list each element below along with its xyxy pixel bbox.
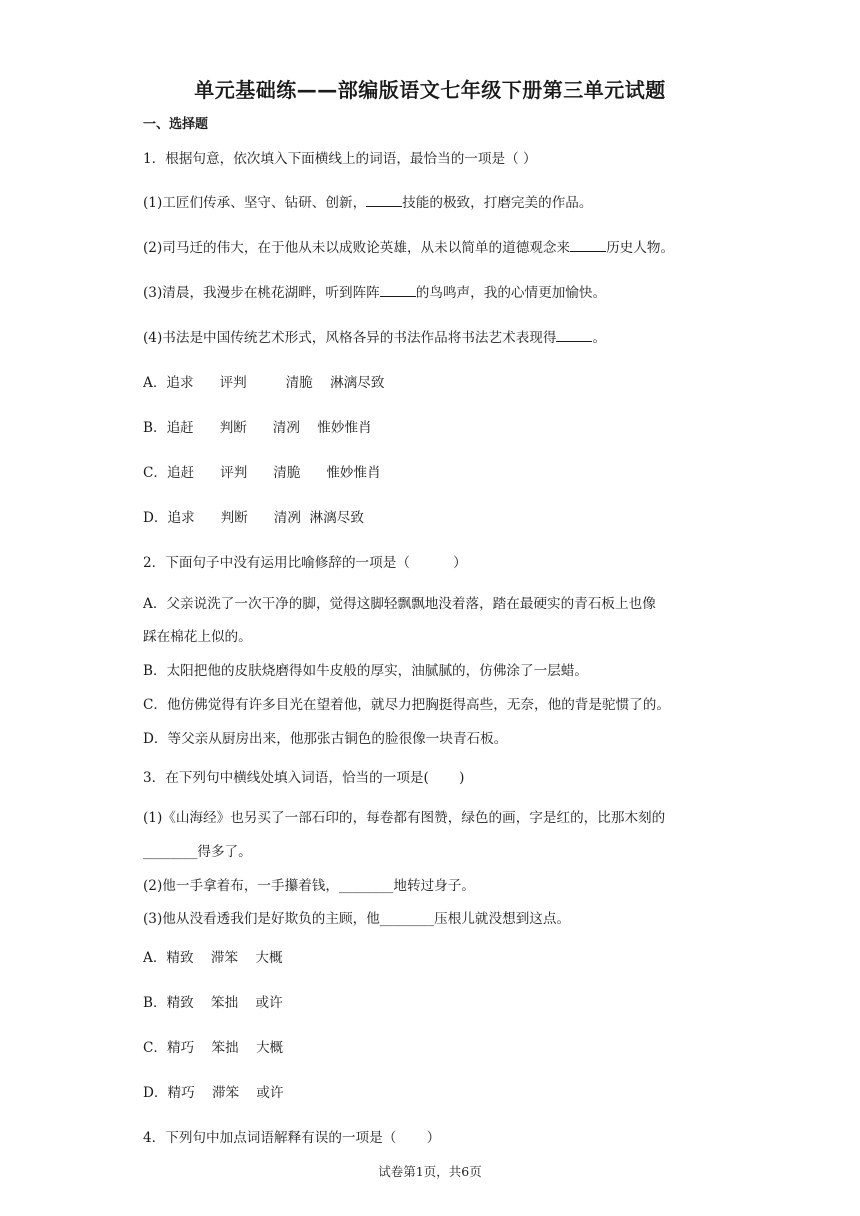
q1-option-d: D．追求 判断 清冽 淋漓尽致 xyxy=(143,510,364,526)
q2-stem: 2．下面句子中没有运用比喻修辞的一项是（ ） xyxy=(143,555,467,571)
q3-sentence-3: (3)他从没看透我们是好欺负的主顾，他________压根儿就没想到这点。 xyxy=(143,911,571,927)
q1-s1-text-b: 技能的极致，打磨完美的作品。 xyxy=(402,195,593,211)
fill-blank xyxy=(570,237,606,252)
section-heading: 一、选择题 xyxy=(143,117,209,132)
q4-stem: 4．下列句中加点词语解释有误的一项是（ ） xyxy=(143,1130,441,1146)
fill-blank xyxy=(380,282,416,297)
q1-option-a: A．追求 评判 清脆 淋漓尽致 xyxy=(143,375,385,391)
q1-s4-text-b: 。 xyxy=(592,330,607,346)
q1-stem: 1．根据句意，依次填入下面横线上的词语，最恰当的一项是（ ） xyxy=(143,151,537,167)
page-footer: 试卷第1页，共6页 xyxy=(378,1164,482,1179)
q1-s2-text-a: (2)司马迁的伟大，在于他从未以成败论英雄，从未以简单的道德观念来 xyxy=(143,240,571,256)
q3-sentence-1-line2: ________得多了。 xyxy=(143,844,252,860)
q2-option-d: D．等父亲从厨房出来，他那张古铜色的脸很像一块青石板。 xyxy=(143,731,508,747)
q3-option-a: A．精致 滞笨 大概 xyxy=(143,950,283,966)
q3-sentence-2: (2)他一手拿着布，一手攥着钱，________地转过身子。 xyxy=(143,878,475,894)
q3-stem: 3．在下列句中横线处填入词语，恰当的一项是( ) xyxy=(143,770,465,786)
q1-sentence-1 xyxy=(143,191,592,211)
q3-option-b: B．精致 笨拙 或许 xyxy=(143,995,283,1011)
q3-sentence-1-line1: (1)《山海经》也另买了一部石印的，每卷都有图赞，绿色的画，字是红的，比那木刻的 xyxy=(143,810,666,826)
q1-s3-text-b: 的鸟鸣声，我的心情更加愉快。 xyxy=(415,285,607,301)
q2-option-a-line2: 踩在棉花上似的。 xyxy=(143,629,252,645)
page-title: 单元基础练——部编版语文七年级下册第三单元试题 xyxy=(194,78,666,102)
q1-s2-text-b: 历史人物。 xyxy=(606,240,675,256)
q1-s4-text-a: (4)书法是中国传统艺术形式，风格各异的书法作品将书法艺术表现得 xyxy=(143,330,557,346)
q2-option-a-line1: A．父亲说洗了一次干净的脚，觉得这脚轻飘飘地没着落，踏在最硬实的青石板上也像 xyxy=(143,596,656,612)
fill-blank xyxy=(366,192,402,207)
fill-blank xyxy=(556,327,592,342)
q3-option-d: D．精巧 滞笨 或许 xyxy=(143,1085,284,1101)
q1-s3-text-a: (3)清晨，我漫步在桃花湖畔，听到阵阵 xyxy=(143,285,380,301)
q1-sentence-2 xyxy=(143,236,674,256)
q3-option-c: C．精巧 笨拙 大概 xyxy=(143,1040,284,1056)
q2-option-c: C．他仿佛觉得有许多目光在望着他，就尽力把胸挺得高些，无奈，他的背是驼惯了的。 xyxy=(143,697,670,713)
q1-option-b: B．追赶 判断 清冽 惟妙惟肖 xyxy=(143,420,372,436)
q1-option-c: C．追赶 评判 清脆 惟妙惟肖 xyxy=(143,465,381,481)
q2-option-b: B．太阳把他的皮肤烧磨得如牛皮般的厚实，油腻腻的，仿佛涂了一层蜡。 xyxy=(143,663,588,679)
q1-sentence-4 xyxy=(143,326,606,346)
q1-sentence-3 xyxy=(143,281,606,301)
q1-s1-text-a: (1)工匠们传承、坚守、钻研、创新， xyxy=(143,195,367,211)
